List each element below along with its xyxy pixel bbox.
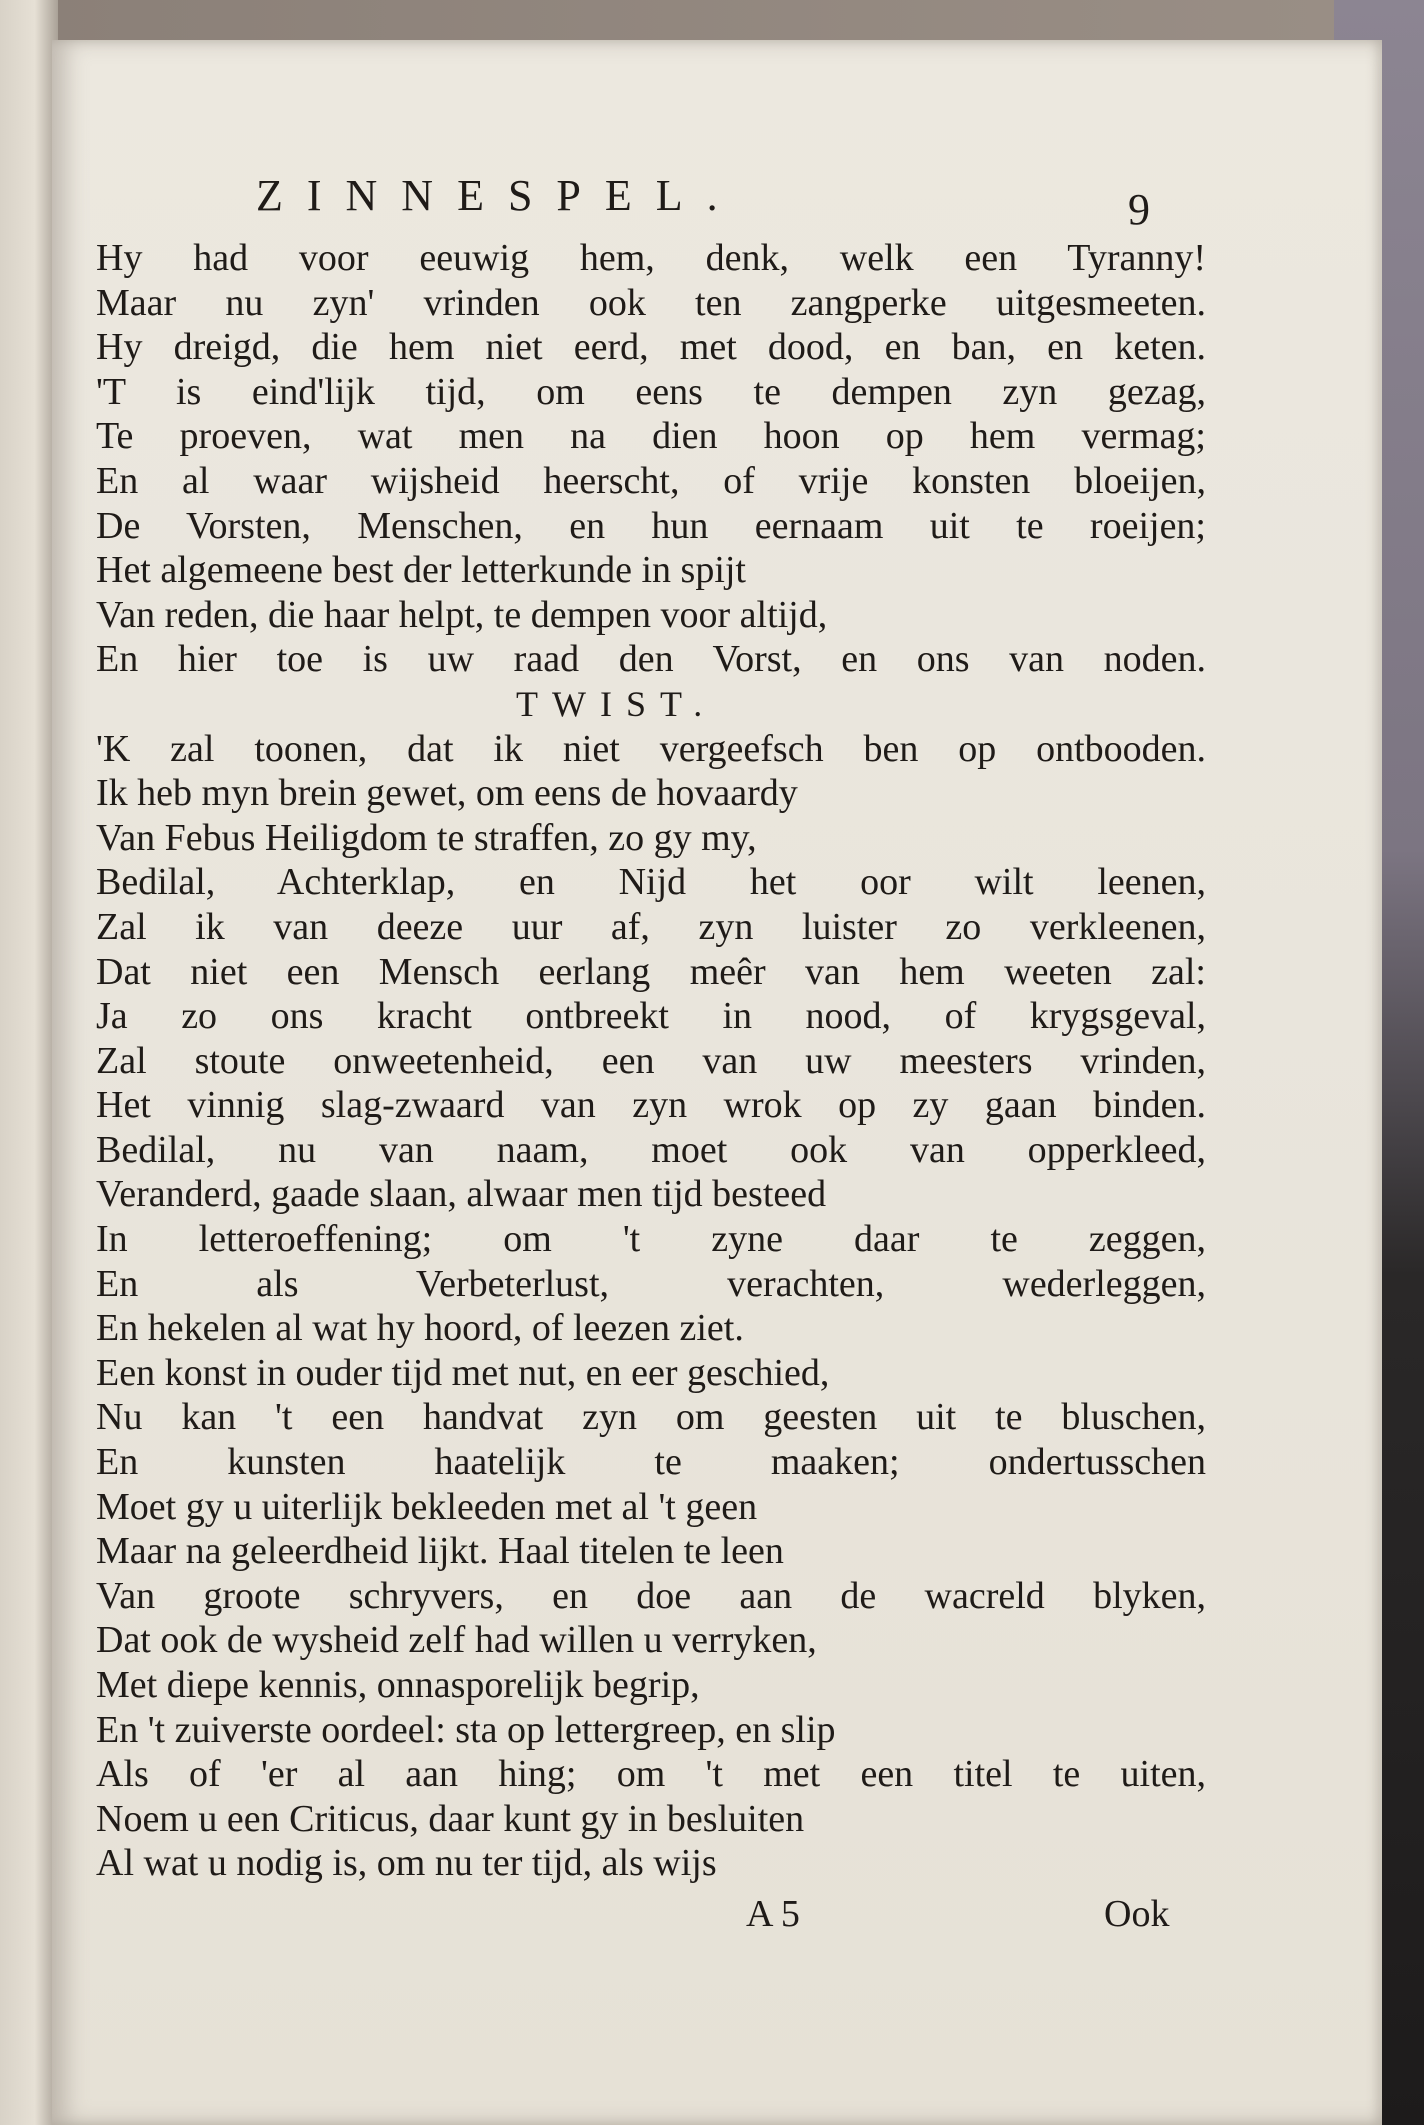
verse-line: Moet gy u uiterlijk bekleeden met al 't geen — [96, 1485, 758, 1528]
verse-line: Noem u een Criticus, daar kunt gy in besluiten — [96, 1797, 805, 1840]
verse-line: Veranderd, gaade slaan, alwaar men tijd besteed — [96, 1173, 827, 1216]
signature-mark: A 5 — [746, 1892, 800, 1935]
verse-line: 'K zal toonen, dat ik niet vergeefsch ben op ontbooden. — [96, 727, 1206, 770]
verse-line: Bedilal, nu van naam, moet ook van opperkleed, — [96, 1128, 1206, 1171]
verse-line: En hekelen al wat hy hoord, of leezen ziet. — [96, 1307, 744, 1350]
verse-line: Zal stoute onweetenheid, een van uw meesters vrinden, — [96, 1039, 1206, 1082]
verse-line: Hy had voor eeuwig hem, denk, welk een Tyranny! — [96, 237, 1206, 279]
verse-block-after — [96, 727, 1206, 1886]
verse-line: En hier toe is uw raad den Vorst, en ons van noden. — [96, 638, 1206, 681]
verse-line: Van groote schryvers, en doe aan de wacreld blyken, — [96, 1574, 1206, 1617]
verse-line: Het vinnig slag-zwaard van zyn wrok op zy gaan binden. — [96, 1084, 1206, 1127]
verse-line: Bedilal, Achterklap, en Nijd het oor wilt leenen, — [96, 861, 1206, 904]
verse-line: De Vorsten, Menschen, en hun eernaam uit te roeijen; — [96, 504, 1206, 547]
verse-line: Hy dreigd, die hem niet eerd, met dood, en ban, en keten. — [96, 326, 1206, 369]
verse-line: Maar na geleerdheid lijkt. Haal titelen te leen — [96, 1530, 784, 1573]
verse-line: Het algemeene best der letterkunde in spijt — [96, 549, 746, 592]
verse-line: Nu kan 't een handvat zyn om geesten uit te bluschen, — [96, 1396, 1206, 1439]
verse-line: Een konst in ouder tijd met nut, en eer geschied, — [96, 1351, 830, 1394]
verse-line: Zal ik van deeze uur af, zyn luister zo verkleenen, — [96, 905, 1206, 948]
verse-line: Met diepe kennis, onnasporelijk begrip, — [96, 1664, 700, 1706]
page-text — [96, 170, 1206, 1936]
verse-line: En 't zuiverste oordeel: sta op lettergreep, en slip — [96, 1708, 836, 1751]
verse-line: Al wat u nodig is, om nu ter tijd, als wijs — [96, 1842, 717, 1885]
verse-line: Ik heb myn brein gewet, om eens de hovaardy — [96, 772, 798, 815]
verse-line: Van reden, die haar helpt, te dempen voor altijd, — [96, 593, 828, 636]
verse-line: In letteroeffening; om 't zyne daar te zeggen, — [96, 1218, 1206, 1261]
verse-line: Maar nu zyn' vrinden ook ten zangperke uitgesmeeten. — [96, 281, 1206, 324]
verse-line: Te proeven, wat men na dien hoon op hem vermag; — [96, 415, 1206, 458]
catchword: Ook — [1104, 1892, 1170, 1935]
verse-line: En als Verbeterlust, verachten, wederleggen, — [96, 1262, 1206, 1305]
verse-line: Dat ook de wysheid zelf had willen u verryken, — [96, 1619, 817, 1662]
page-footer — [96, 1886, 1206, 1936]
speaker-name: TWIST. — [516, 683, 717, 724]
book-page — [52, 40, 1382, 2125]
verse-line: Ja zo ons kracht ontbreekt in nood, of krygsgeval, — [96, 995, 1206, 1038]
verse-line: Van Febus Heiligdom te straffen, zo gy my, — [96, 816, 757, 859]
running-head: ZINNESPEL. — [256, 171, 742, 220]
verse-line: Dat niet een Mensch eerlang meêr van hem weeten zal: — [96, 950, 1206, 993]
verse-line: Als of 'er al aan hing; om 't met een titel te uiten, — [96, 1753, 1206, 1796]
verse-line: En al waar wijsheid heerscht, of vrije konsten bloeijen, — [96, 459, 1206, 502]
verse-line: En kunsten haatelijk te maaken; ondertusschen — [96, 1441, 1206, 1484]
page-number: 9 — [1128, 185, 1150, 234]
left-page-edge — [0, 0, 58, 2125]
verse-block-before — [96, 236, 1206, 682]
verse-line: 'T is eind'lijk tijd, om eens te dempen zyn gezag, — [96, 370, 1206, 413]
page-header — [96, 170, 1206, 236]
